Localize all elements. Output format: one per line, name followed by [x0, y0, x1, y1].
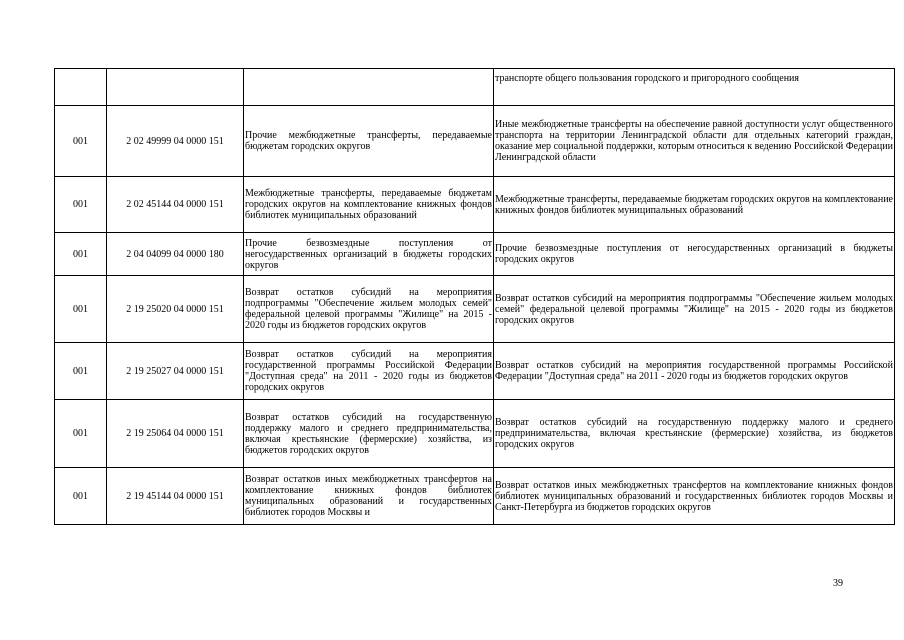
revenue-description-cell: транспорте общего пользования городского и пригородного сообщения	[494, 69, 895, 106]
admin-code-cell: 001	[55, 106, 107, 177]
admin-code-cell: 001	[55, 233, 107, 276]
admin-code-cell: 001	[55, 177, 107, 233]
admin-code-cell: 001	[55, 276, 107, 343]
admin-code-cell: 001	[55, 400, 107, 468]
revenue-description-cell: Межбюджетные трансферты, передаваемые бюджетам городских округов на комплектование книжных фондов библиотек муниципальных образований	[494, 177, 895, 233]
revenue-name-cell: Возврат остатков субсидий на мероприятия подпрограммы "Обеспечение жильем молодых семей" федеральной целевой программы "Жилище" на 2015 - 2020 годы из бюджетов городских округов	[244, 276, 494, 343]
revenue-description-cell: Возврат остатков субсидий на мероприятия подпрограммы "Обеспечение жильем молодых семей" федеральной целевой программы "Жилище" на 2015 - 2020 годы из бюджетов городских округов	[494, 276, 895, 343]
revenue-name-cell: Возврат остатков субсидий на мероприятия государственной программы Российской Федерации "Доступная среда" на 2011 - 2020 годы из бюджетов городских округов	[244, 343, 494, 400]
revenue-description-cell: Возврат остатков субсидий на мероприятия государственной программы Российской Федерации "Доступная среда" на 2011 - 2020 годы из бюджетов городских округов	[494, 343, 895, 400]
revenue-description-cell: Иные межбюджетные трансферты на обеспечение равной доступности услуг общественного транспорта на территории Ленинградской области для отдельных категорий граждан, оказание мер социальной поддержки, которым относиться к ведению Российской Федерации Ленинградской области	[494, 106, 895, 177]
budget-revenue-table	[54, 68, 895, 525]
revenue-code-cell: 2 19 25020 04 0000 151	[107, 276, 244, 343]
table-row	[55, 69, 895, 106]
revenue-description-cell: Возврат остатков субсидий на государственную поддержку малого и среднего предпринимательства, включая крестьянские (фермерские) хозяйства, из бюджетов городских округов	[494, 400, 895, 468]
admin-code-cell: 001	[55, 468, 107, 525]
revenue-code-cell: 2 19 25027 04 0000 151	[107, 343, 244, 400]
table-row	[55, 233, 895, 276]
revenue-code-cell	[107, 69, 244, 106]
revenue-name-cell	[244, 69, 494, 106]
revenue-code-cell: 2 02 45144 04 0000 151	[107, 177, 244, 233]
revenue-code-cell: 2 04 04099 04 0000 180	[107, 233, 244, 276]
revenue-code-cell: 2 19 45144 04 0000 151	[107, 468, 244, 525]
revenue-code-cell: 2 02 49999 04 0000 151	[107, 106, 244, 177]
revenue-name-cell: Прочие межбюджетные трансферты, передаваемые бюджетам городских округов	[244, 106, 494, 177]
admin-code-cell: 001	[55, 343, 107, 400]
table-row	[55, 343, 895, 400]
revenue-description-cell: Прочие безвозмездные поступления от негосударственных организаций в бюджеты городских округов	[494, 233, 895, 276]
table-row	[55, 177, 895, 233]
table-row	[55, 106, 895, 177]
revenue-name-cell: Возврат остатков иных межбюджетных трансфертов на комплектование книжных фондов библиотек муниципальных образований и государственных библиотек городов Москвы и	[244, 468, 494, 525]
table-row	[55, 276, 895, 343]
page-number: 39	[833, 578, 843, 589]
revenue-name-cell: Межбюджетные трансферты, передаваемые бюджетам городских округов на комплектование книжных фондов библиотек муниципальных образований	[244, 177, 494, 233]
revenue-name-cell: Возврат остатков субсидий на государственную поддержку малого и среднего предпринимательства, включая крестьянские (фермерские) хозяйства, из бюджетов городских округов	[244, 400, 494, 468]
table-row	[55, 400, 895, 468]
revenue-description-cell: Возврат остатков иных межбюджетных трансфертов на комплектование книжных фондов библиотек муниципальных образований и государственных библиотек городов Москвы и Санкт-Петербурга из бюджетов городских округов	[494, 468, 895, 525]
revenue-code-cell: 2 19 25064 04 0000 151	[107, 400, 244, 468]
table-row	[55, 468, 895, 525]
admin-code-cell	[55, 69, 107, 106]
revenue-name-cell: Прочие безвозмездные поступления от негосударственных организаций в бюджеты городских округов	[244, 233, 494, 276]
